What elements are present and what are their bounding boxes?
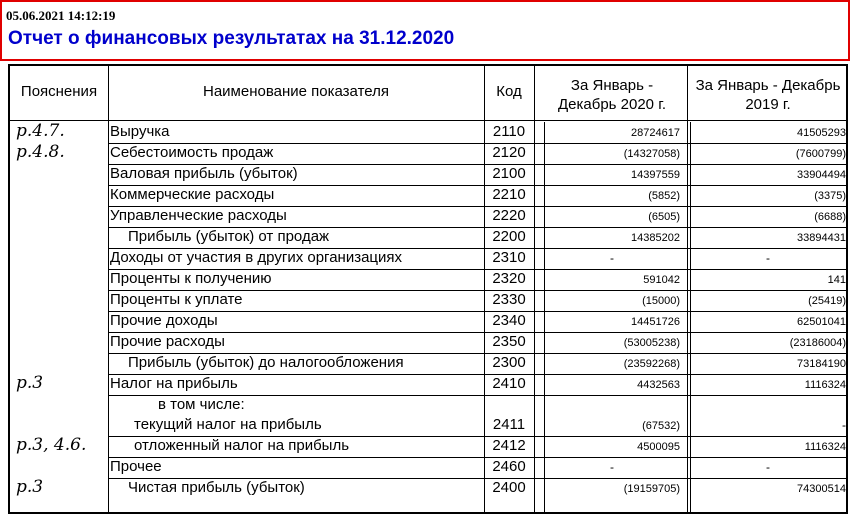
value-2020: (53005238)	[623, 337, 680, 349]
value-2020: -	[610, 460, 614, 474]
row-label: Валовая прибыль (убыток)	[110, 165, 298, 182]
col-header-2019: За Январь - Декабрь 2019 г.	[695, 77, 841, 113]
row-label: Управленческие расходы	[110, 207, 287, 224]
value-2020: (5852)	[648, 190, 680, 202]
row-code: 2411	[492, 416, 526, 433]
value-2019: 1116324	[804, 379, 846, 391]
value-2019: 74300514	[797, 483, 846, 495]
col-header-notes: Пояснения	[20, 83, 98, 100]
row-label: Прочее	[110, 458, 162, 475]
row-label: Чистая прибыль (убыток)	[128, 479, 305, 496]
row-label: Проценты к получению	[110, 270, 272, 287]
value-2019: 141	[827, 274, 846, 286]
value-2020: (14327058)	[623, 148, 680, 160]
row-divider	[108, 311, 846, 312]
row-code: 2350	[492, 333, 526, 350]
value-2019: 33904494	[797, 169, 846, 181]
handwritten-note: р.4.8.	[16, 142, 65, 162]
row-label: Прибыль (убыток) от продаж	[128, 228, 330, 245]
value-2020: 14397559	[631, 169, 680, 181]
value-2019: 1116324	[804, 441, 846, 453]
row-label: Прочие доходы	[110, 312, 218, 329]
row-label: Коммерческие расходы	[110, 186, 275, 203]
row-code: 2410	[492, 375, 526, 392]
row-label: Доходы от участия в других организациях	[110, 249, 403, 266]
value-2019: 33894431	[797, 232, 846, 244]
row-label: Себестоимость продаж	[110, 144, 274, 161]
row-label: в том числе:	[158, 396, 245, 413]
row-code: 2330	[492, 291, 526, 308]
value-2019: -	[766, 460, 770, 474]
value-2020: 28724617	[631, 127, 680, 139]
value-2019: (7600799)	[795, 148, 846, 160]
row-code: 2400	[492, 479, 526, 496]
row-label: Проценты к уплате	[110, 291, 243, 308]
row-label: Выручка	[110, 123, 170, 140]
row-label: Прочие расходы	[110, 333, 225, 350]
header-divider	[10, 120, 846, 121]
value-2020: (6505)	[648, 211, 680, 223]
value-2020: 14385202	[631, 232, 680, 244]
handwritten-note: р.3	[16, 373, 44, 393]
financial-results-table	[8, 64, 848, 514]
value-2019: 41505293	[797, 127, 846, 139]
col-header-name: Наименование показателя	[203, 83, 389, 100]
value-2019: (23186004)	[789, 337, 846, 349]
row-code: 2110	[492, 123, 526, 140]
value-box-edge	[690, 122, 691, 512]
handwritten-note: р.4.7.	[16, 121, 65, 141]
row-label: отложенный налог на прибыль	[134, 437, 350, 454]
value-2019: (6688)	[814, 211, 846, 223]
value-2019: -	[766, 251, 770, 265]
row-code: 2412	[492, 437, 526, 454]
col-divider	[108, 66, 109, 512]
value-2019: (3375)	[814, 190, 846, 202]
row-code: 2320	[492, 270, 526, 287]
timestamp: 05.06.2021 14:12:19	[6, 8, 116, 23]
value-2020: (67532)	[642, 420, 680, 432]
row-code: 2220	[492, 207, 526, 224]
value-2020: (19159705)	[623, 483, 680, 495]
row-code: 2310	[492, 249, 526, 266]
handwritten-note: р.3, 4.6.	[16, 435, 87, 455]
value-2020: 4432563	[637, 379, 680, 391]
value-2020: 591042	[643, 274, 680, 286]
col-header-code: Код	[496, 83, 522, 100]
row-code: 2120	[492, 144, 526, 161]
report-title: Отчет о финансовых результатах на 31.12.2020	[8, 28, 455, 49]
value-2019: (25419)	[808, 295, 846, 307]
row-code: 2100	[492, 165, 526, 182]
col-divider	[534, 66, 535, 512]
value-box-edge	[544, 122, 545, 512]
handwritten-note: р.3	[16, 477, 44, 497]
row-code: 2460	[492, 458, 526, 475]
value-2020: (23592268)	[623, 358, 680, 370]
value-2020: 4500095	[637, 441, 680, 453]
report-header	[0, 0, 850, 61]
value-2020: -	[610, 251, 614, 265]
value-2020: 14451726	[631, 316, 680, 328]
value-2019: 62501041	[797, 316, 846, 328]
row-code: 2200	[492, 228, 526, 245]
row-code: 2340	[492, 312, 526, 329]
row-label: Налог на прибыль	[110, 375, 238, 392]
scanned-report	[0, 62, 850, 516]
col-divider	[687, 66, 688, 512]
col-header-2020: За Январь - Декабрь 2020 г.	[558, 77, 666, 113]
row-label: текущий налог на прибыль	[134, 416, 322, 433]
row-code: 2210	[492, 186, 526, 203]
value-2020: (15000)	[642, 295, 680, 307]
row-label: Прибыль (убыток) до налогообложения	[128, 354, 404, 371]
row-code: 2300	[492, 354, 526, 371]
value-2019: 73184190	[797, 358, 846, 370]
value-2019: -	[842, 418, 846, 432]
